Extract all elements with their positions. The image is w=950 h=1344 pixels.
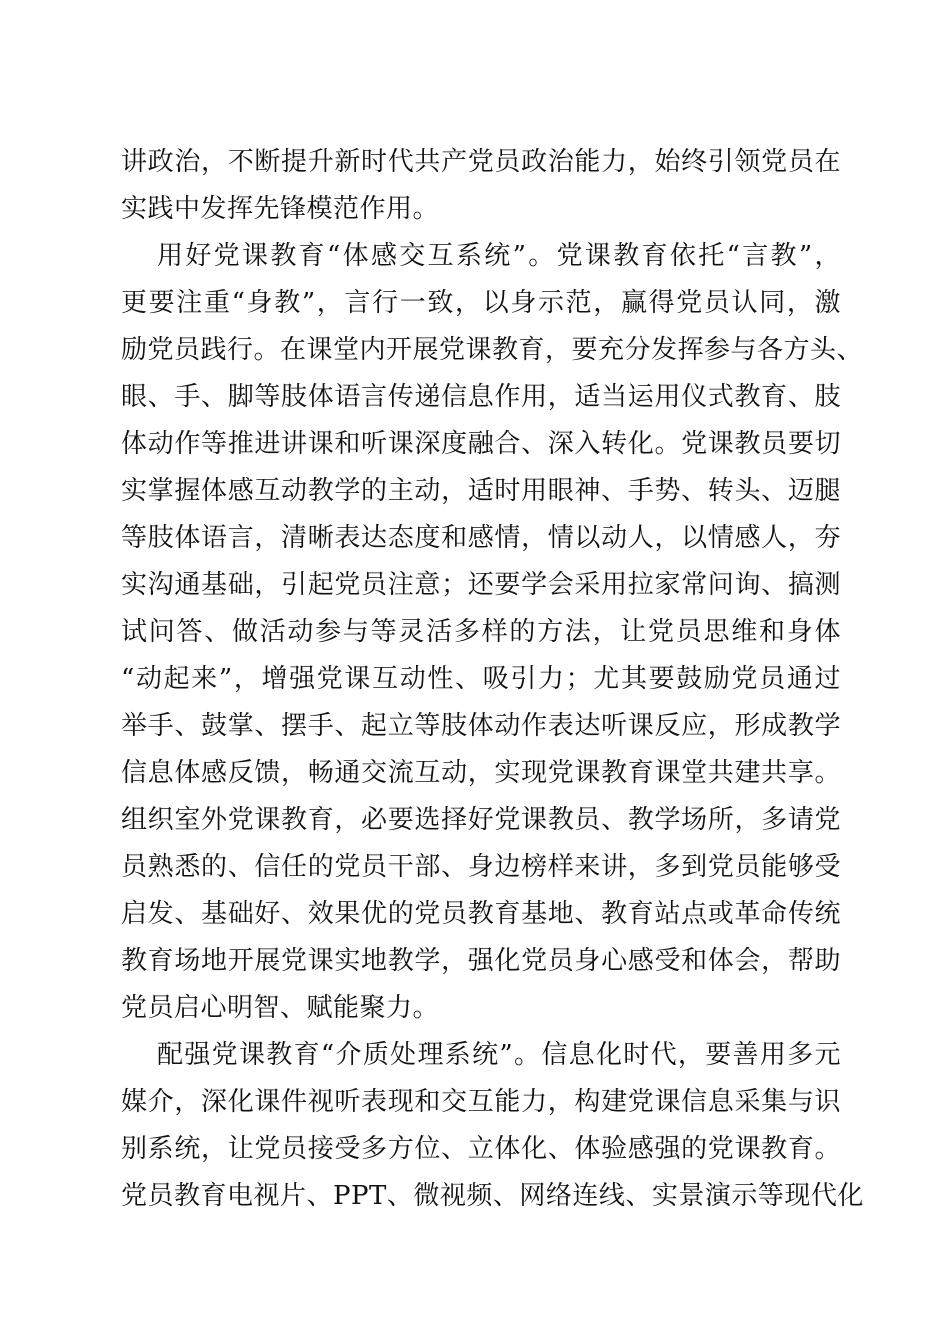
text-line: 讲政治，不断提升新时代共产党员政治能力，始终引领党员在 [121,147,841,177]
text-line: 体动作等推进讲课和听课深度融合、深入转化。党课教员要切 [121,429,841,459]
text-line: 别系统，让党员接受多方位、立体化、体验感强的党课教育。 [121,1134,841,1164]
text-line: 媒介，深化课件视听表现和交互能力，构建党课信息采集与识 [121,1087,841,1117]
paragraph-lead-line: 用好党课教育“体感交互系统”。党课教育依托“言教”， [157,241,841,271]
text-line: 励党员践行。在课堂内开展党课教育，要充分发挥参与各方头、 [121,335,864,365]
text-line: 实践中发挥先锋模范作用。 [121,194,440,224]
text-line: 员熟悉的、信任的党员干部、身边榜样来讲，多到党员能够受 [121,852,841,882]
text-line: 试问答、做活动参与等灵活多样的方法，让党员思维和身体 [121,617,841,647]
text-line: 信息体感反馈，畅通交流互动，实现党课教育课堂共建共享。 [121,758,841,788]
text-line: 组织室外党课教育，必要选择好党课教员、教学场所，多请党 [121,805,841,835]
text-line: 教育场地开展党课实地教学，强化党员身心感受和体会，帮助 [121,946,841,976]
text-line: 党员启心明智、赋能聚力。 [121,993,440,1023]
text-line: 更要注重“身教”，言行一致，以身示范，赢得党员认同，激 [121,288,841,318]
text-line: 实沟通基础，引起党员注意；还要学会采用拉家常问询、搞测 [121,570,841,600]
text-line: 等肢体语言，清晰表达态度和感情，情以动人，以情感人，夯 [121,523,841,553]
text-line: “动起来”，增强党课互动性、吸引力；尤其要鼓励党员通过 [121,664,841,694]
text-line: 眼、手、脚等肢体语言传递信息作用，适当运用仪式教育、肢 [121,382,841,412]
text-line: 举手、鼓掌、摆手、起立等肢体动作表达听课反应，形成教学 [121,711,841,741]
paragraph-lead-line: 配强党课教育“介质处理系统”。信息化时代，要善用多元 [157,1040,841,1070]
text-line: 启发、基础好、效果优的党员教育基地、教育站点或革命传统 [121,899,841,929]
text-line: 实掌握体感互动教学的主动，适时用眼神、手势、转头、迈腿 [121,476,841,506]
text-line: 党员教育电视片、PPT、微视频、网络连线、实景演示等现代化 [121,1181,864,1211]
